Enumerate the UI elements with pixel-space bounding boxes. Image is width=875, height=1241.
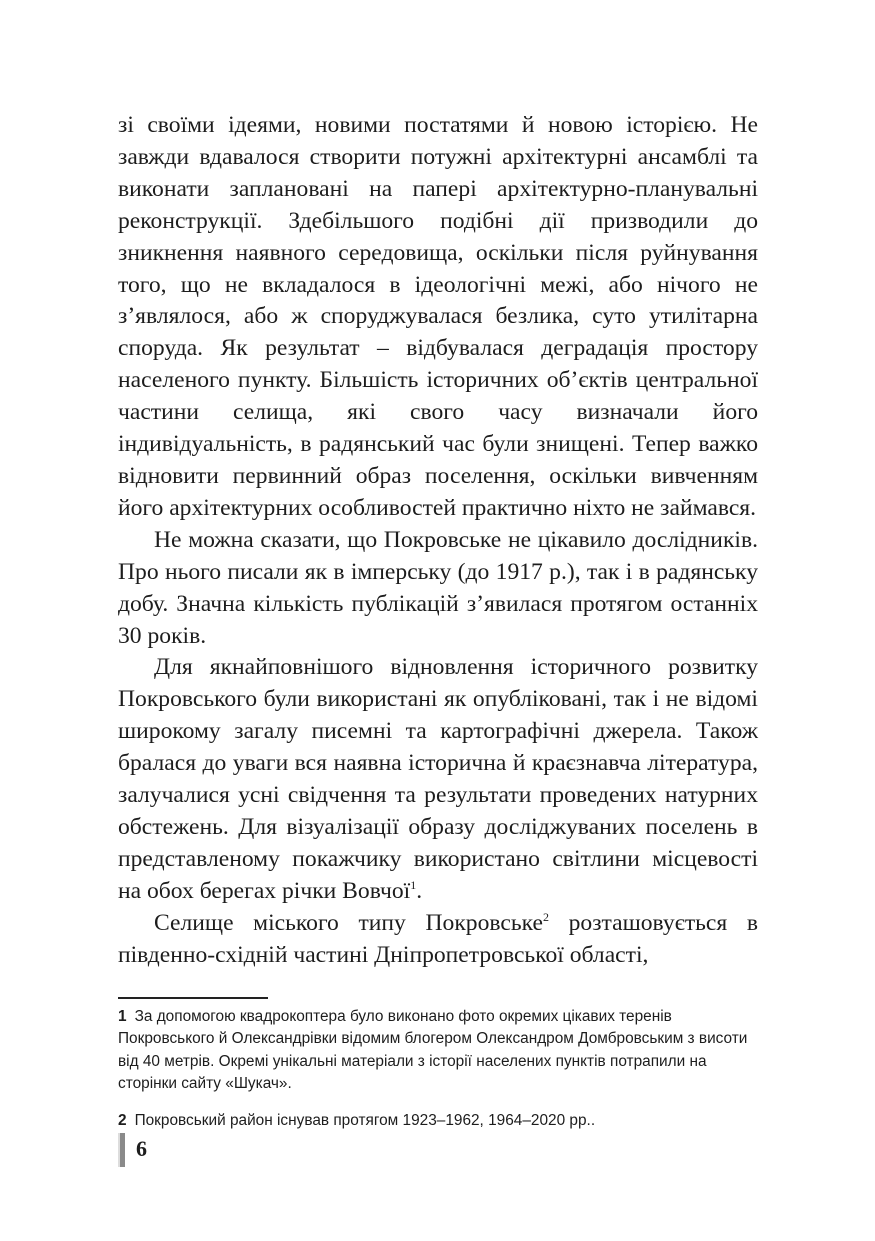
page-number: 6 — [136, 1136, 147, 1161]
footnote-ref-2: 2 — [542, 909, 549, 924]
body-text — [118, 110, 758, 971]
page-number-bar — [118, 1133, 125, 1167]
paragraph: Для якнайповнішого відновлення історичного розвитку Покровського були використані як опубліковані, так і не відомі широкому загалу писемні та картографічні джерела. Також бралася до уваги вся наявна історична й краєзнавча література, залучалися усні свідчення та результати проведених натурних обстежень. Для візуалізації образу досліджуваних поселень в представленому покажчику використано світлини місцевості на обох берегах річки Вовчої$^1$. — [118, 654, 758, 904]
footnote-ref-1: 1 — [410, 877, 417, 892]
footnote-divider — [118, 997, 268, 999]
paragraph: Селище міського типу Покровське$^2$ розташовується в південно-східній частині Дніпропетровської області, — [118, 909, 758, 968]
paragraph: Не можна сказати, що Покровське не цікавило дослідників. Про нього писали як в імперську (до 1917 р.), так і в радянську добу. Значна кількість публікацій з’явилася протягом останніх 30 років. — [118, 526, 758, 649]
paragraph: зі своїми ідеями, новими постатями й новою історією. Не завжди вдавалося створити потужні архітектурні ансамблі та виконати заплановані на папері архітектурно-планувальні реконструкції. Здебільшого подібні дії призводили до зникнення наявного середовища, оскільки після руйнування того, що не вкладалося в ідеологічні межі, або нічого не з’являлося, або ж споруджувалася безлика, суто утилітарна споруда. Як результат – відбувалася деградація простору населеного пункту. Більшість історичних об’єктів центральної частини селища, які свого часу визначали його індивідуальність, в радянський час були знищені. Тепер важко відновити первинний образ поселення, оскільки вивченням його архітектурних особливостей практично ніхто не займався. — [118, 112, 758, 521]
footnote-2: 2 Покровський район існував протягом 1923–1962, 1964–2020 рр.. — [118, 1112, 596, 1129]
footnote-1: 1 За допомогою квадрокоптера було виконано фото окремих цікавих теренів Покровського й Олександрівки відомим блогером Олександром Домбровським з висоти від 40 метрів. Окремі унікальні матеріали з історії населених пунктів потрапили на сторінки сайту «Шукач». — [118, 1008, 748, 1093]
